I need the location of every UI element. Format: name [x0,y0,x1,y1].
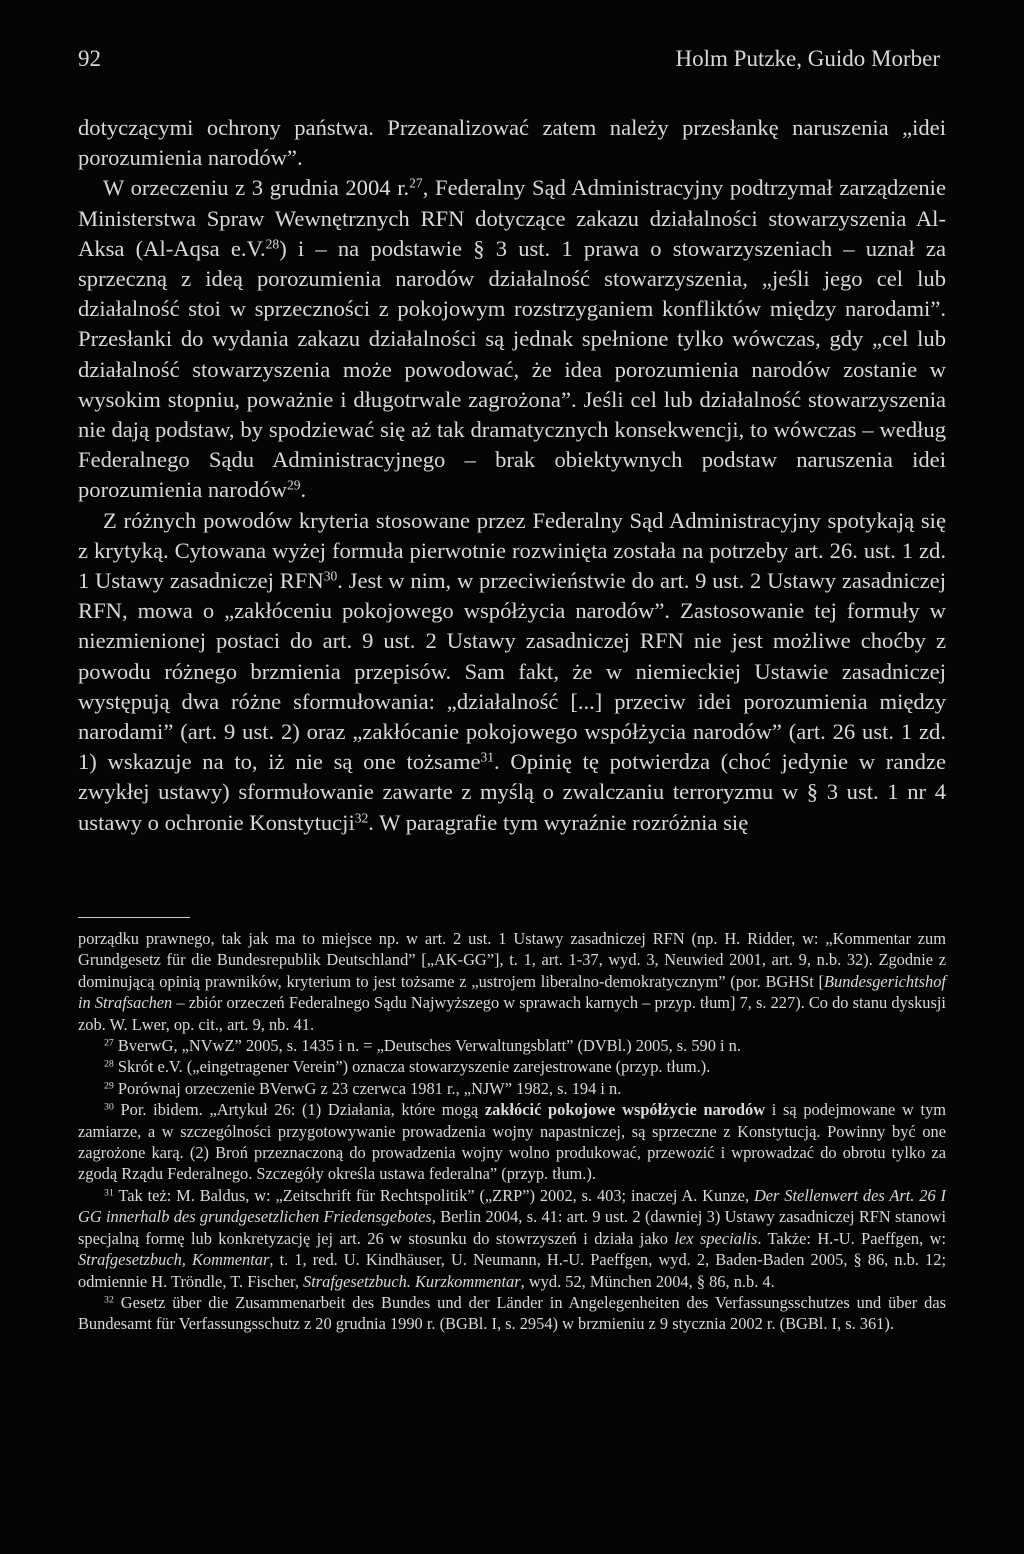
paragraph-3: Z różnych powodów kryteria stosowane przez Federalny Sąd Administracyjny spotykają się z krytyką. Cytowana wyżej formuła pierwotnie rozwinięta została na potrzeby art. 26. ust. 1 zd. 1 Ustawy zasadniczej RFN$^{30}$. Jest w nim, w przeciwieństwie do art. 9 ust. 2 Ustawy zasadniczej RFN, mowa o „zakłóceniu pokojowego współżycia narodów”. Zastosowanie tej formuły w niezmienionej postaci do art. 9 ust. 2 Ustawy zasadniczej RFN nie jest możliwe choćby z powodu różnego brzmienia przepisów. Sam fakt, że w niemieckiej Ustawie zasadniczej występują dwa różne sformułowania: „działalność [...] przeciw idei porozumienia między narodami” (art. 9 ust. 2) oraz „zakłócanie pokojowego współżycia narodów” (art. 26 ust. 1 zd. 1) wskazuje na to, iż nie są one tożsame$^{31}$. Opinię tę potwierdza (choć jedynie w randze zwykłej ustawy) sformułowanie zawarte z myślą o zwalczaniu terroryzmu w § 3 ust. 1 nr 4 ustawy o ochronie Konstytucji$^{32}$. W paragrafie tym wyraźnie rozróżnia się [78,507,946,835]
running-header [78,46,948,72]
footnote-27: $^{27}$ BverwG, „NVwZ” 2005, s. 1435 i n. = „Deutsches Verwaltungsblatt” (DVBl.) 2005, s. 590 i n. [104,1036,741,1056]
paragraph-2: W orzeczeniu z 3 grudnia 2004 r.$^{27}$, Federalny Sąd Administracyjny podtrzymał zarządzenie Ministerstwa Spraw Wewnętrznych RFN dotyczące zakazu działalności stowarzyszenia Al-Aksa (Al-Aqsa e.V.$^{28}$) i – na podstawie § 3 ust. 1 prawa o stowarzyszeniach – uznał za sprzeczną z ideą porozumienia narodów działalność stowarzyszenia, „jeśli jego cel lub działalność stoi w sprzeczności z pokojowym rozstrzyganiem konfliktów między narodami”. Przesłanki do wydania zakazu działalności są jednak spełnione tylko wówczas, gdy „cel lub działalność stowarzyszenia może powodować, że idea porozumienia narodów zostanie w wysokim stopniu, poważnie i długotrwale zagrożona”. Jeśli cel lub działalność stowarzyszenia nie dają podstaw, by spodziewać się aż tak dramatycznych konsekwencji, to wówczas – według Federalnego Sądu Administracyjnego – brak obiektywnych podstaw naruszenia idei porozumienia narodów$^{29}$. [78,175,946,503]
footnote-ref-30[interactable]: 30 [323,568,338,584]
page-number: 92 [78,46,101,71]
footnote-ref-31[interactable]: 31 [480,749,495,765]
footnote-ref-27[interactable]: 27 [409,175,423,191]
footnote-ref-28[interactable]: 28 [265,236,280,252]
footnote-separator [78,917,190,918]
footnote-continued: porządku prawnego, tak jak ma to miejsce np. w art. 2 ust. 1 Ustawy zasadniczej RFN (np. H. Ridder, w: „Kommentar zum Grundgesetz für die Bundesrepublik Deutschland” [„AK-GG”], t. 1, art. 1-37, wyd. 3, Neuwied 2001, art. 9, n.b. 32). Zgodnie z dominującą opinią prawników, kryterium to jest tożsame z „ustrojem liberalno-demokratycznym” (por. BGHSt [Bundesgerichtshof in Strafsachen – zbiór orzeczeń Federalnego Sądu Najwyższego w sprawach karnych – przyp. tłum] 7, s. 227). Co do stanu dyskusji zob. W. Lwer, op. cit., art. 9, nb. 41. [78,929,946,1034]
footnote-29: $^{29}$ Porównaj orzeczenie BVerwG z 23 czerwca 1981 r., „NJW” 1982, s. 194 i n. [104,1078,622,1098]
running-header-authors: Holm Putzke, Guido Morber [675,46,940,71]
footnotes [78,928,946,1335]
footnote-30: $^{30}$ Por. ibidem. „Artykuł 26: (1) Działania, które mogą zakłócić pokojowe współżycie narodów i są podejmowane w tym zamiarze, a w szczególności przygotowywanie prowadzenia wojny napastniczej, są sprzeczne z Konstytucją. Powinny być one zagrożone karą. (2) Broń przeznaczoną do prowadzenia wojny wolno produkować, przewozić i wprowadzać do obrotu tylko za zgodą Rządu Federalnego. Szczegóły określa ustawa federalna” (przyp. tłum.). [78,1100,947,1184]
footnote-ref-29[interactable]: 29 [286,477,301,493]
footnote-ref-32[interactable]: 32 [354,810,369,826]
footnote-32: $^{32}$ Gesetz über die Zusammenarbeit des Bundes und der Länder in Angelegenheiten des Verfassungsschutzes und über das Bundesamt für Verfassungsschutz z 20 grudnia 1990 r. (BGBl. I, s. 2954) w brzmieniu z 9 stycznia 2002 r. (BGBl. I, s. 361). [78,1292,946,1334]
body-text [78,113,946,838]
footnote-31: $^{31}$ Tak też: M. Baldus, w: „Zeitschrift für Rechtspolitik” („ZRP”) 2002, s. 403; inaczej A. Kunze, Der Stellenwert des Art. 26 I GG innerhalb des grundgesetzlichen Friedensgebotes, Berlin 2004, s. 41: art. 9 ust. 2 (dawniej 3) Ustawy zasadniczej RFN stanowi specjalną formę lub konkretyzację jej art. 26 w stosunku do stowrzyszeń i działa jako lex specialis. Także: H.-U. Paeffgen, w: Strafgesetzbuch, Kommentar, t. 1, red. U. Kindhäuser, U. Neumann, H.-U. Paeffgen, wyd. 2, Baden-Baden 2005, § 86, n.b. 12; odmiennie H. Tröndle, T. Fischer, Strafgesetzbuch. Kurzkommentar, wyd. 52, München 2004, § 86, n.b. 4. [78,1185,947,1291]
paragraph-1: dotyczącymi ochrony państwa. Przeanalizować zatem należy przesłankę naruszenia „idei porozumienia narodów”. [78,115,946,171]
footnote-28: $^{28}$ Skrót e.V. („eingetragener Verein”) oznacza stowarzyszenie zarejestrowane (przyp. tłum.). [104,1057,711,1077]
